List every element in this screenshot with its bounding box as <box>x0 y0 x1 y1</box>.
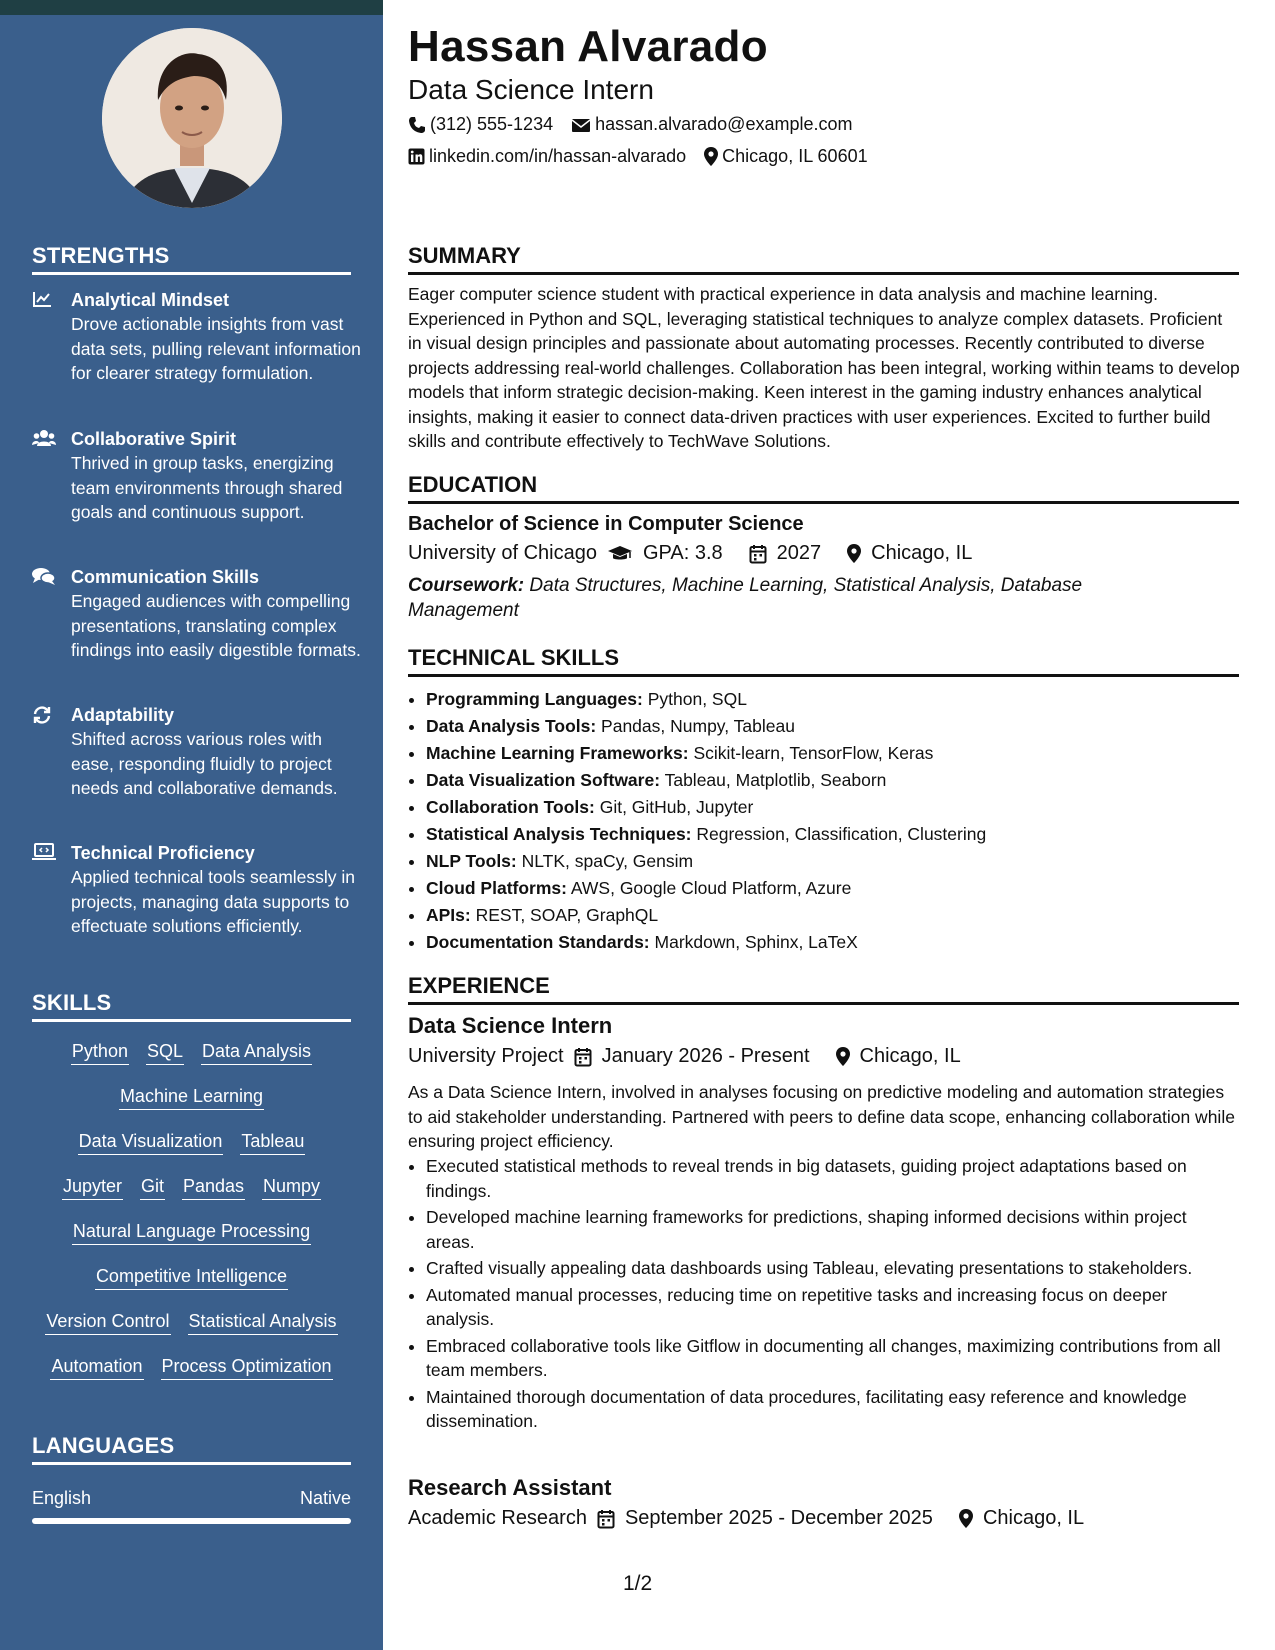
coursework-label: Coursework: <box>408 575 525 596</box>
job-meta <box>408 1507 1084 1530</box>
skill-tag: Git <box>140 1173 165 1200</box>
education-divider <box>408 501 1239 504</box>
skill-tag-row <box>32 1038 351 1065</box>
sidebar-top-bar <box>0 0 383 15</box>
candidate-title: Data Science Intern <box>408 74 654 105</box>
skill-category: Programming Languages: <box>426 689 643 709</box>
skill-category: Documentation Standards: <box>426 932 650 952</box>
skill-values: Tableau, Matplotlib, Seaborn <box>660 770 887 790</box>
job-organization: University Project <box>408 1045 564 1067</box>
list-item: • Automated manual processes, reducing time on repetitive tasks and increasing focus on deeper analysis. <box>426 1283 1240 1332</box>
skill-tag-row <box>32 1083 351 1110</box>
job-dates: September 2025 - December 2025 <box>624 1507 933 1529</box>
languages-divider <box>32 1462 351 1465</box>
skill-tag-row <box>32 1128 351 1155</box>
skills-heading: SKILLS <box>32 990 112 1015</box>
list-item: • Executed statistical methods to reveal trends in big datasets, guiding project adaptations based on findings. <box>426 1154 1240 1203</box>
school-name: University of Chicago <box>408 542 597 564</box>
skill-values: Regression, Classification, Clustering <box>691 824 987 844</box>
calendar-icon <box>574 1047 592 1067</box>
skill-tag: Process Optimization <box>161 1353 333 1380</box>
contact-location <box>704 146 867 167</box>
coursework <box>408 574 1188 623</box>
skill-category: Cloud Platforms: <box>426 878 567 898</box>
list-item <box>426 821 986 848</box>
map-marker-icon <box>704 147 718 166</box>
graduation-year: 2027 <box>776 542 822 564</box>
strength-description: Shifted across various roles with ease, responding fluidly to project needs and collaborative demands. <box>71 729 338 798</box>
skill-tag-row <box>32 1308 351 1335</box>
skill-values: Pandas, Numpy, Tableau <box>596 716 795 736</box>
skill-values: Markdown, Sphinx, LaTeX <box>649 932 858 952</box>
coursework-list: Data Structures, Machine Learning, Statistical Analysis, Database Management <box>408 575 1083 621</box>
strength-description: Applied technical tools seamlessly in projects, managing data supports to effectuate solutions efficiently. <box>71 867 356 936</box>
skill-values: Python, SQL <box>642 689 747 709</box>
job-dates: January 2026 - Present <box>601 1045 810 1067</box>
summary-divider <box>408 272 1239 275</box>
list-item: • Maintained thorough documentation of data procedures, facilitating easy reference and knowledge dissemination. <box>426 1385 1240 1434</box>
experience-heading: EXPERIENCE <box>408 973 550 998</box>
map-marker-icon <box>847 544 861 563</box>
skill-category: Collaboration Tools: <box>426 797 595 817</box>
skill-tag: Statistical Analysis <box>188 1308 338 1335</box>
contact-email[interactable] <box>571 114 852 135</box>
skill-tag: Automation <box>50 1353 143 1380</box>
experience-divider <box>408 1002 1239 1005</box>
skill-tag: Natural Language Processing <box>72 1218 311 1245</box>
language-name: English <box>32 1488 92 1508</box>
skill-values: Scikit-learn, TensorFlow, Keras <box>688 743 934 763</box>
skill-tag: Machine Learning <box>119 1083 264 1110</box>
skill-category: NLP Tools: <box>426 851 517 871</box>
job-location: Chicago, IL <box>982 1507 1085 1529</box>
candidate-name: Hassan Alvarado <box>408 22 768 71</box>
strength-title: Collaborative Spirit <box>71 429 237 449</box>
summary-text: Eager computer science student with practical experience in data analysis and machine learning. Experienced in Python and SQL, leveraging statistical techniques to analyze complex datasets. Proficient in visual design principles and passionate about automating processes. Recently contributed to diverse projects addressing real-world challenges. Collaboration has been integral, working within teams to develop models that inform strategic decision-making. Keen interest in the gaming industry enhances analytical insights, making it easier to connect data-driven practices with user experiences. Excited to further build skills and contribute effectively to TechWave Solutions. <box>408 284 1240 451</box>
skill-category: Data Visualization Software: <box>426 770 661 790</box>
phone-icon <box>408 116 426 134</box>
skill-tag: SQL <box>146 1038 184 1065</box>
list-item <box>426 740 986 767</box>
skill-values: Git, GitHub, Jupyter <box>594 797 754 817</box>
strength-title: Technical Proficiency <box>71 843 255 863</box>
skill-category: APIs: <box>426 905 471 925</box>
education-heading: EDUCATION <box>408 472 538 497</box>
job-title: Data Science Intern <box>408 1013 613 1038</box>
calendar-icon <box>597 1509 615 1529</box>
strength-title: Adaptability <box>71 705 175 725</box>
skill-category: Machine Learning Frameworks: <box>426 743 689 763</box>
skill-tag-row <box>32 1263 351 1290</box>
skill-values: REST, SOAP, GraphQL <box>470 905 659 925</box>
list-item <box>426 686 986 713</box>
language-row <box>32 1488 351 1509</box>
profile-photo <box>102 28 282 208</box>
job-location: Chicago, IL <box>859 1045 961 1067</box>
contact-phone <box>408 114 553 135</box>
job-organization: Academic Research <box>408 1507 587 1529</box>
skill-values: NLTK, spaCy, Gensim <box>516 851 694 871</box>
map-marker-icon <box>836 1047 850 1066</box>
laptop-code-icon <box>32 843 54 863</box>
list-item <box>426 794 986 821</box>
skill-category: Data Analysis Tools: <box>426 716 597 736</box>
language-level-bar <box>32 1518 351 1524</box>
skill-tag: Python <box>71 1038 129 1065</box>
list-item <box>426 875 986 902</box>
list-item: • Developed machine learning frameworks for predictions, shaping informed decisions within project areas. <box>426 1205 1240 1254</box>
list-item: • Embraced collaborative tools like Gitflow in documenting all changes, maximizing contributions from all team members. <box>426 1334 1240 1383</box>
skill-category: Statistical Analysis Techniques: <box>426 824 692 844</box>
summary-heading: SUMMARY <box>408 243 521 268</box>
skill-tag: Jupyter <box>62 1173 123 1200</box>
linkedin-icon <box>408 148 425 165</box>
graduation-cap-icon <box>607 545 633 563</box>
strength-description: Thrived in group tasks, energizing team environments through shared goals and continuous support. <box>71 453 343 522</box>
skill-values: AWS, Google Cloud Platform, Azure <box>566 878 852 898</box>
contact-row <box>408 146 868 167</box>
languages-heading: LANGUAGES <box>32 1433 175 1458</box>
skills-divider <box>32 1019 351 1022</box>
linkedin-url[interactable]: linkedin.com/in/hassan-alvarado <box>429 146 687 166</box>
contact-row <box>408 114 853 135</box>
technical-skills-divider <box>408 674 1239 677</box>
school-location: Chicago, IL <box>871 542 973 564</box>
skill-tag-row <box>32 1353 351 1380</box>
skill-tag: Data Analysis <box>201 1038 312 1065</box>
strength-title: Communication Skills <box>71 567 260 587</box>
skill-tag: Pandas <box>182 1173 245 1200</box>
phone-number: (312) 555-1234 <box>430 114 554 134</box>
email-address[interactable]: hassan.alvarado@example.com <box>595 114 853 134</box>
job-summary: As a Data Science Intern, involved in analyses focusing on predictive modeling and automation strategies to aid stakeholder understanding. Partnered with peers to define data scope, enhancing collaboration while ensuring project efficiency. <box>408 1082 1235 1151</box>
sidebar <box>0 0 383 1650</box>
technical-skills-list <box>408 686 986 956</box>
job-title: Research Assistant <box>408 1475 612 1500</box>
contact-linkedin[interactable] <box>408 146 686 167</box>
strength-description: Drove actionable insights from vast data sets, pulling relevant information for clearer strategy formulation. <box>71 314 361 383</box>
users-icon <box>32 429 54 449</box>
list-item <box>426 902 986 929</box>
language-level: Native <box>299 1488 351 1508</box>
chart-line-icon <box>32 290 54 310</box>
technical-skills-heading: TECHNICAL SKILLS <box>408 645 620 670</box>
list-item <box>426 848 986 875</box>
skill-tag: Data Visualization <box>78 1128 224 1155</box>
degree-title: Bachelor of Science in Computer Science <box>408 513 804 535</box>
skill-tag-row <box>32 1173 351 1200</box>
strength-title: Analytical Mindset <box>71 290 230 310</box>
job-meta <box>408 1045 961 1068</box>
page-number: 1/2 <box>623 1572 653 1595</box>
list-item <box>426 767 986 794</box>
sync-icon <box>32 705 54 725</box>
skill-tag: Tableau <box>240 1128 305 1155</box>
skill-tag-row <box>32 1218 351 1245</box>
strengths-divider <box>32 272 351 275</box>
list-item <box>426 929 986 956</box>
skill-tag: Version Control <box>45 1308 170 1335</box>
skill-tag: Numpy <box>262 1173 321 1200</box>
strengths-heading: STRENGTHS <box>32 243 170 268</box>
gpa: GPA: 3.8 <box>642 542 723 564</box>
skill-tag: Competitive Intelligence <box>95 1263 288 1290</box>
calendar-icon <box>749 544 767 564</box>
job-bullets <box>408 1154 1240 1436</box>
map-marker-icon <box>959 1509 973 1528</box>
strength-description: Engaged audiences with compelling presentations, translating complex findings into easily digestible formats. <box>71 591 361 660</box>
education-meta <box>408 542 972 565</box>
list-item <box>426 713 986 740</box>
location-text: Chicago, IL 60601 <box>722 146 868 166</box>
envelope-icon <box>571 117 591 133</box>
list-item: • Crafted visually appealing data dashboards using Tableau, elevating presentations to stakeholders. <box>426 1256 1240 1281</box>
comments-icon <box>32 567 54 587</box>
